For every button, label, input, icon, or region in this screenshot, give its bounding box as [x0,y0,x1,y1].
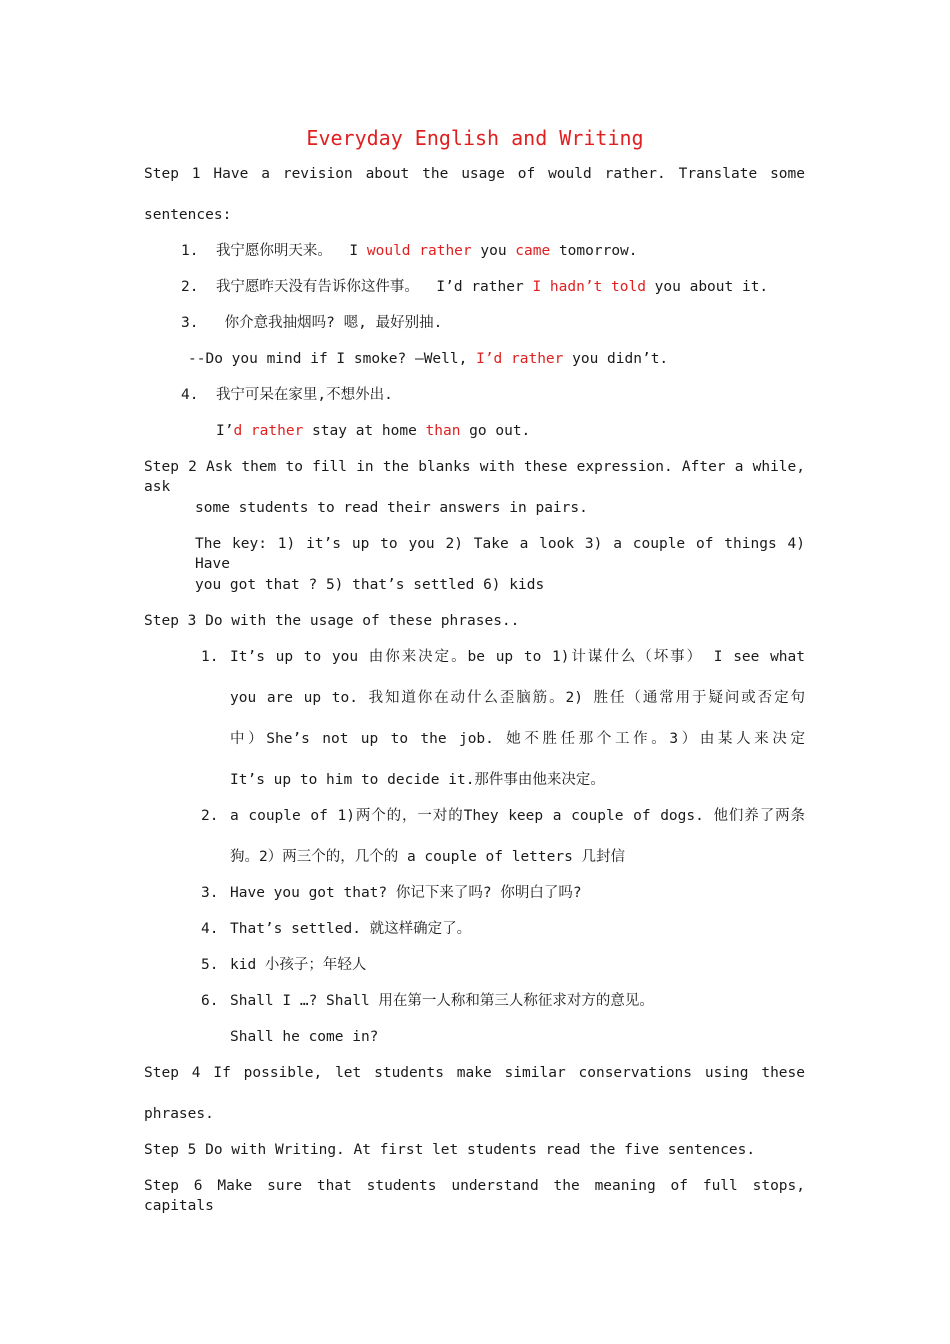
step3-item-line: That’s settled. 就这样确定了。 [230,921,472,937]
step3-item-line: Shall I …? Shall 用在第一人称和第三人称征求对方的意见。 [230,993,654,1009]
step3-item-number: 1. [201,649,219,665]
step1-sentence-3-english: --Do you mind if I smoke? –Well, I’d rather you didn’t. [188,351,669,367]
step3-item-line: Shall he come in? [230,1029,379,1045]
step4-line2: phrases. [144,1106,214,1122]
step3-item-line: It’s up to him to decide it.那件事由他来决定。 [230,772,605,788]
step1-sentence-4-chinese: 4. 我宁可呆在家里,不想外出. [181,387,393,403]
step1-sentence-4-english: I’d rather stay at home than go out. [216,423,531,439]
step6-line: Step 6 Make sure that students understand the meaning of full stops, capitals [144,1178,805,1214]
page-title: Everyday English and Writing [306,126,644,150]
step3-item-line: It’s up to you 由你来决定。be up to 1)计谋什么（坏事） I see what [230,649,805,665]
step3-item-number: 2. [201,808,219,824]
step3-heading: Step 3 Do with the usage of these phrases.. [144,613,520,629]
step3-item-line: Have you got that? 你记下来了吗? 你明白了吗? [230,885,582,901]
step2-key-line1: The key: 1) it’s up to you 2) Take a look 3) a couple of things 4) Have [195,536,805,572]
step2-key-line2: you got that ? 5) that’s settled 6) kids [195,577,545,593]
step1-sentence-3-chinese: 3. 你介意我抽烟吗? 嗯, 最好别抽. [181,315,443,331]
step3-item-number: 5. [201,957,219,973]
step3-item-line: 狗。2）两三个的，几个的 a couple of letters 几封信 [230,849,626,865]
step1-sentence-2: 2. 我宁愿昨天没有告诉你这件事。 I’d rather I hadn’t told you about it. [181,279,769,295]
step2-line1: Step 2 Ask them to fill in the blanks with these expression. After a while, ask [144,459,805,495]
step3-item-line: 中）She’s not up to the job. 她不胜任那个工作。3）由某人来决定 [230,731,805,747]
step3-item-line: you are up to. 我知道你在动什么歪脑筋。2) 胜任（通常用于疑问或否定句 [230,690,805,706]
step1-intro-line1: Step 1 Have a revision about the usage of would rather. Translate some [144,166,805,182]
step1-sentence-1: 1. 我宁愿你明天来。 I would rather you came tomorrow. [181,243,638,259]
step3-item-number: 4. [201,921,219,937]
step3-item-number: 6. [201,993,219,1009]
step1-intro-line2: sentences: [144,207,232,223]
step3-item-number: 3. [201,885,219,901]
step3-item-line: a couple of 1)两个的，一对的They keep a couple of dogs. 他们养了两条 [230,808,805,824]
step4-line1: Step 4 If possible, let students make similar conservations using these [144,1065,805,1081]
step2-line2: some students to read their answers in pairs. [195,500,588,516]
step5-line: Step 5 Do with Writing. At first let students read the five sentences. [144,1142,756,1158]
step3-item-line: kid 小孩子；年轻人 [230,957,367,973]
